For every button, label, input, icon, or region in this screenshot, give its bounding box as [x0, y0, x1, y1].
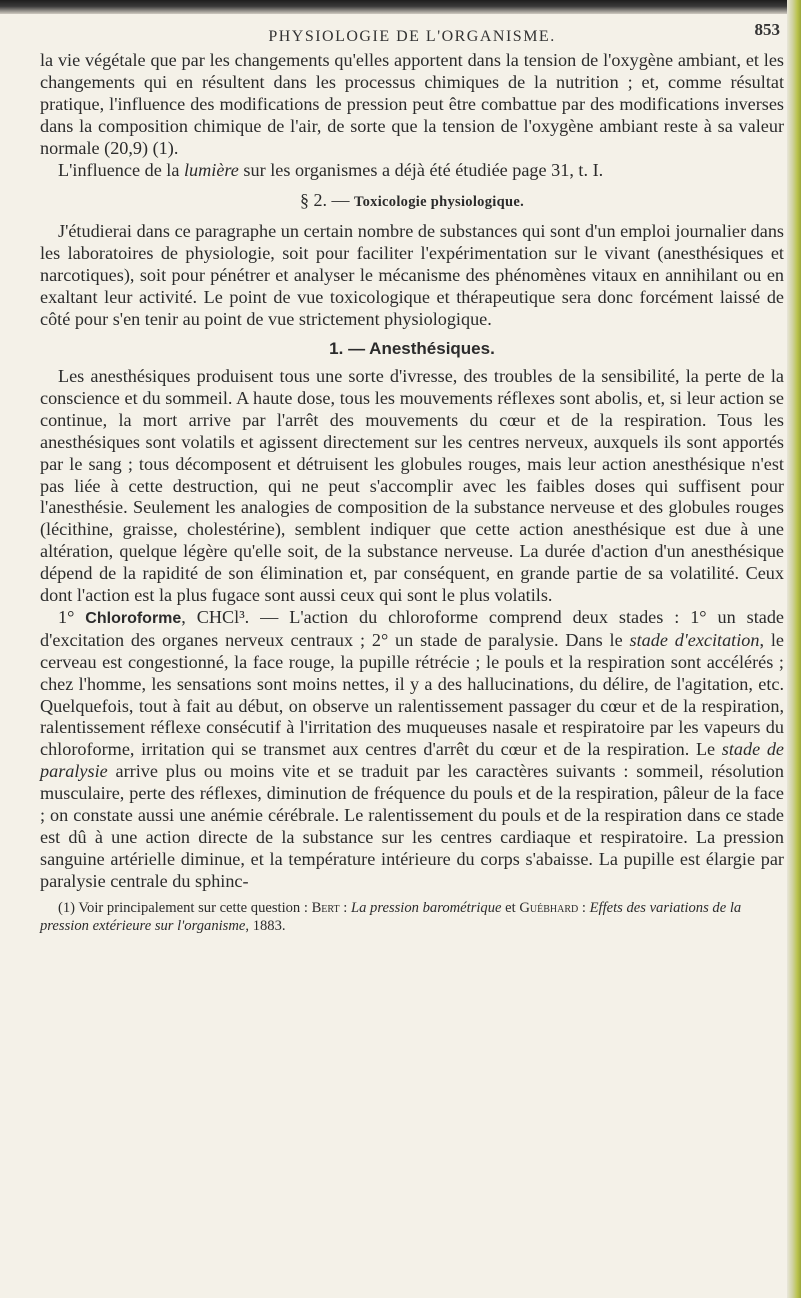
emphasis-stade-excitation: stade d'excitation	[629, 629, 760, 650]
footnote-suffix: , 1883.	[245, 917, 286, 934]
paragraph-4: Les anesthésiques produisent tous une sorte d'ivresse, des troubles de la sensibilité, la perte de la conscience et du sommeil. A haute dose, tous les mouvements réflexes sont abolis, et, si leur action se continue, la mort arrive par l'arrêt des mouvements du cœur et de la respiration. Tous les anesthésiques sont volatils et agissent directement sur les centres nerveux, auxquels ils sont apportés par le sang ; tous décomposent et détruisent les globules rouges, mais leur action anesthésique n'est pas liée à cette destruction, qui ne peut s'accomplir avec les faibles doses qui suffisent pour l'anesthésie. Seulement les analogies de composition de la substance nerveuse et des globules rouges (lécithine, graisse, cholestérine), semblent indiquer que cette action anesthésique est due à une altération, quelque légère qu'elle soit, de la substance nerveuse. La durée d'action d'un anesthésique dépend de la rapidité de son élimination et, par conséquent, en grande partie de sa volatilité. Ceux dont l'action est la plus fugace sont aussi ceux qui sont le plus volatils.	[40, 365, 784, 606]
scan-right-edge	[787, 0, 801, 1298]
footnote-sep-1: :	[339, 899, 351, 916]
section-heading	[40, 189, 784, 213]
scan-top-edge	[0, 0, 801, 14]
paragraph-5-text-a: — L'action du chloroforme comprend deux stades : 1° un stade d'excitation des organes nerveux centraux ; 2° un stade de paralysie. Dans le	[40, 606, 784, 650]
section-title: Toxicologie physiologique.	[353, 194, 525, 211]
paragraph-2	[40, 160, 784, 182]
paragraph-2-text-a: L'influence de la	[58, 159, 184, 180]
paragraph-5	[40, 607, 784, 893]
footnote-author-1: Bert	[311, 899, 340, 916]
emphasis-stade-paralysie: stade de paralysie	[40, 739, 785, 782]
paragraph-5-text-c: arrive plus ou moins vite et se traduit par les caractères suivants : sommeil, résolution musculaire, perte des réflexes, diminution de fréquence du pouls et de la respiration, pâleur de la face ; on constate aussi une anémie cérébrale. Le ralentissement du pouls et de la respiration dans ce stade est dû à une action directe de la substance sur les centres cardiaque et respiratoire. La pression sanguine artérielle diminue, et la température intérieure du corps s'abaisse. La pupille est élargie par paralysie centrale du sphinc-	[40, 761, 784, 891]
footnote-author-2: Guébhard	[519, 899, 579, 916]
paragraph-1: la vie végétale que par les changements qu'elles apportent dans la tension de l'oxygène ambiant, et les changements qui en résultent dans les processus chimiques de la nutrition ; et, comme résultat pratique, l'influence des modifications de pression peut être combattue par des modifications inverses dans la composition chimique de l'air, de sorte que la tension de l'oxygène ambiant reste à sa valeur normale (20,9) (1).	[40, 50, 784, 158]
paragraph-3: J'étudierai dans ce paragraphe un certain nombre de substances qui sont d'un emploi journalier dans les laboratoires de physiologie, soit pour faciliter l'expérimentation sur le vivant (anesthésiques et narcotiques), soit pour pénétrer et analyser le mécanisme des phénomènes vitaux en annihilant ou en exaltant leur activité. Le point de vue toxicologique et thérapeutique sera donc forcément laissé de côté pour s'en tenir au point de vue strictement physiologique.	[40, 221, 784, 330]
footnote-mid: et	[501, 899, 520, 916]
paragraph-5-text-b: , le cerveau est congestionné, la face rouge, la pupille rétrécie ; le pouls et la respiration sont accélérés ; chez l'homme, les sensations sont moins nettes, il y a des hallucinations, du délire, de l'agitation, etc. Quelquefois, tout à fait au début, on observe un ralentissement passager du cœur et de la respiration, ralentissement réflexe consécutif à l'irritation des muqueuses nasale et respiratoire par les vapeurs du chloroforme, irritation qui se transmet aux centres d'arrêt du cœur et de la respiration. Le	[40, 629, 784, 760]
footnote-sep-2: :	[578, 899, 590, 916]
running-head	[40, 14, 784, 50]
paragraph-2-emphasis: lumière	[183, 159, 239, 180]
subsection-heading: 1. — Anesthésiques.	[329, 338, 495, 358]
term-chloroforme: Chloroforme	[85, 609, 182, 627]
book-page	[40, 14, 784, 1284]
paragraph-5-prefix: 1°	[58, 606, 86, 627]
footnote	[40, 899, 784, 935]
paragraph-2-text-b: sur les organismes a déjà été étudiée page 31, t. I.	[238, 159, 604, 180]
chemical-formula: , CHCl³.	[181, 606, 250, 627]
running-title: PHYSIOLOGIE DE L'ORGANISME.	[268, 28, 556, 45]
footnote-prefix: (1) Voir principalement sur cette question :	[58, 899, 312, 916]
footnote-title-1: La pression barométrique	[350, 899, 502, 916]
footnote-title-2: Effets des variations de la pression extérieure sur l'organisme	[40, 899, 742, 934]
section-number: § 2. —	[299, 190, 354, 211]
page-number: 853	[754, 20, 780, 39]
